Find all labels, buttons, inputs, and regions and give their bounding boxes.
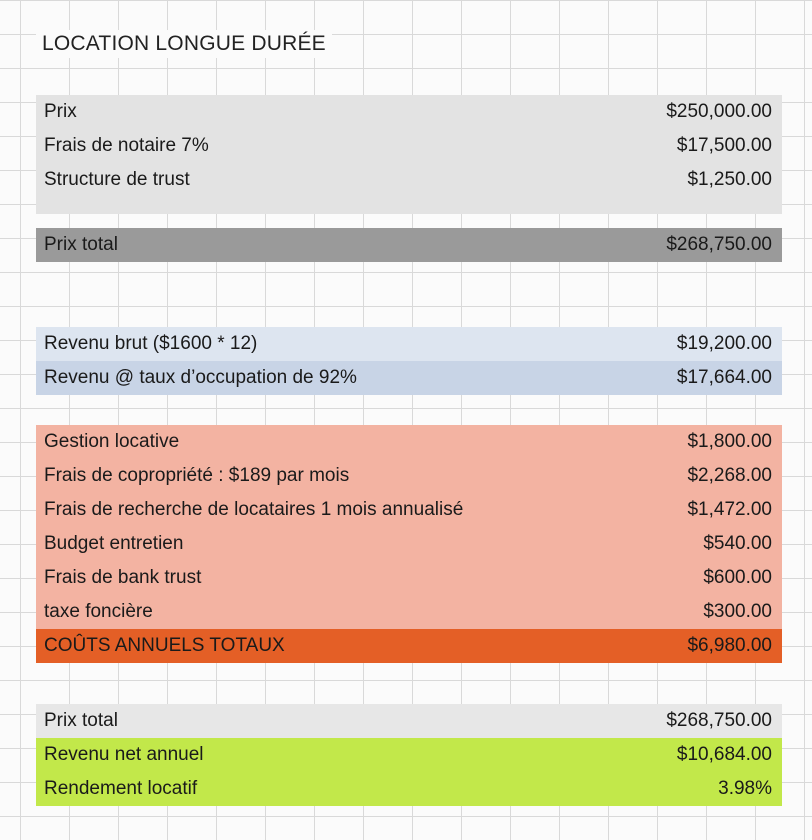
cost-row-tenant-search[interactable]: [36, 493, 782, 527]
row-label: taxe foncière: [44, 601, 153, 622]
summary-row-yield[interactable]: [36, 772, 782, 806]
cost-row-management[interactable]: [36, 425, 782, 459]
revenue-row-occupancy[interactable]: [36, 361, 782, 395]
total-price-row[interactable]: [36, 228, 782, 262]
row-label: Frais de recherche de locataires 1 mois annualisé: [44, 499, 464, 520]
row-value: $1,800.00: [687, 431, 772, 452]
row-label: Frais de copropriété : $189 par mois: [44, 465, 350, 486]
revenue-block: [36, 327, 782, 395]
purchase-row-notary[interactable]: [36, 129, 782, 163]
row-value: $268,750.00: [666, 710, 772, 731]
cost-row-maintenance[interactable]: [36, 527, 782, 561]
row-label: Prix total: [44, 234, 118, 255]
purchase-row-price[interactable]: [36, 95, 782, 129]
cost-row-property-tax[interactable]: [36, 595, 782, 629]
row-value: $6,980.00: [687, 635, 772, 656]
row-value: $1,472.00: [687, 499, 772, 520]
row-value: $268,750.00: [666, 234, 772, 255]
costs-block: [36, 425, 782, 663]
row-value: $540.00: [703, 533, 772, 554]
purchase-row-trust[interactable]: [36, 163, 782, 197]
row-label: Prix total: [44, 710, 118, 731]
row-label: Structure de trust: [44, 169, 190, 190]
cost-row-bank-trust[interactable]: [36, 561, 782, 595]
summary-row-total-price[interactable]: [36, 704, 782, 738]
row-label: Frais de notaire 7%: [44, 135, 209, 156]
row-value: 3.98%: [718, 778, 772, 799]
row-label: Revenu @ taux d’occupation de 92%: [44, 367, 357, 388]
total-price-block: [36, 228, 782, 262]
summary-block: [36, 704, 782, 806]
spacer: [36, 197, 782, 214]
purchase-block: [36, 95, 782, 214]
row-value: $1,250.00: [687, 169, 772, 190]
row-value: $17,500.00: [676, 135, 772, 156]
row-label: Prix: [44, 101, 77, 122]
row-label: COÛTS ANNUELS TOTAUX: [44, 635, 285, 656]
row-value: $300.00: [703, 601, 772, 622]
row-value: $250,000.00: [666, 101, 772, 122]
sheet-title: LOCATION LONGUE DURÉE: [36, 30, 332, 58]
row-label: Gestion locative: [44, 431, 180, 452]
cost-row-condo-fees[interactable]: [36, 459, 782, 493]
row-value: $10,684.00: [676, 744, 772, 765]
row-label: Revenu brut ($1600 * 12): [44, 333, 258, 354]
revenue-row-gross[interactable]: [36, 327, 782, 361]
row-label: Frais de bank trust: [44, 567, 202, 588]
row-value: $17,664.00: [676, 367, 772, 388]
costs-total-row[interactable]: [36, 629, 782, 663]
row-label: Budget entretien: [44, 533, 184, 554]
summary-row-net-income[interactable]: [36, 738, 782, 772]
row-value: $2,268.00: [687, 465, 772, 486]
row-value: $19,200.00: [676, 333, 772, 354]
row-label: Revenu net annuel: [44, 744, 204, 765]
row-label: Rendement locatif: [44, 778, 198, 799]
row-value: $600.00: [703, 567, 772, 588]
